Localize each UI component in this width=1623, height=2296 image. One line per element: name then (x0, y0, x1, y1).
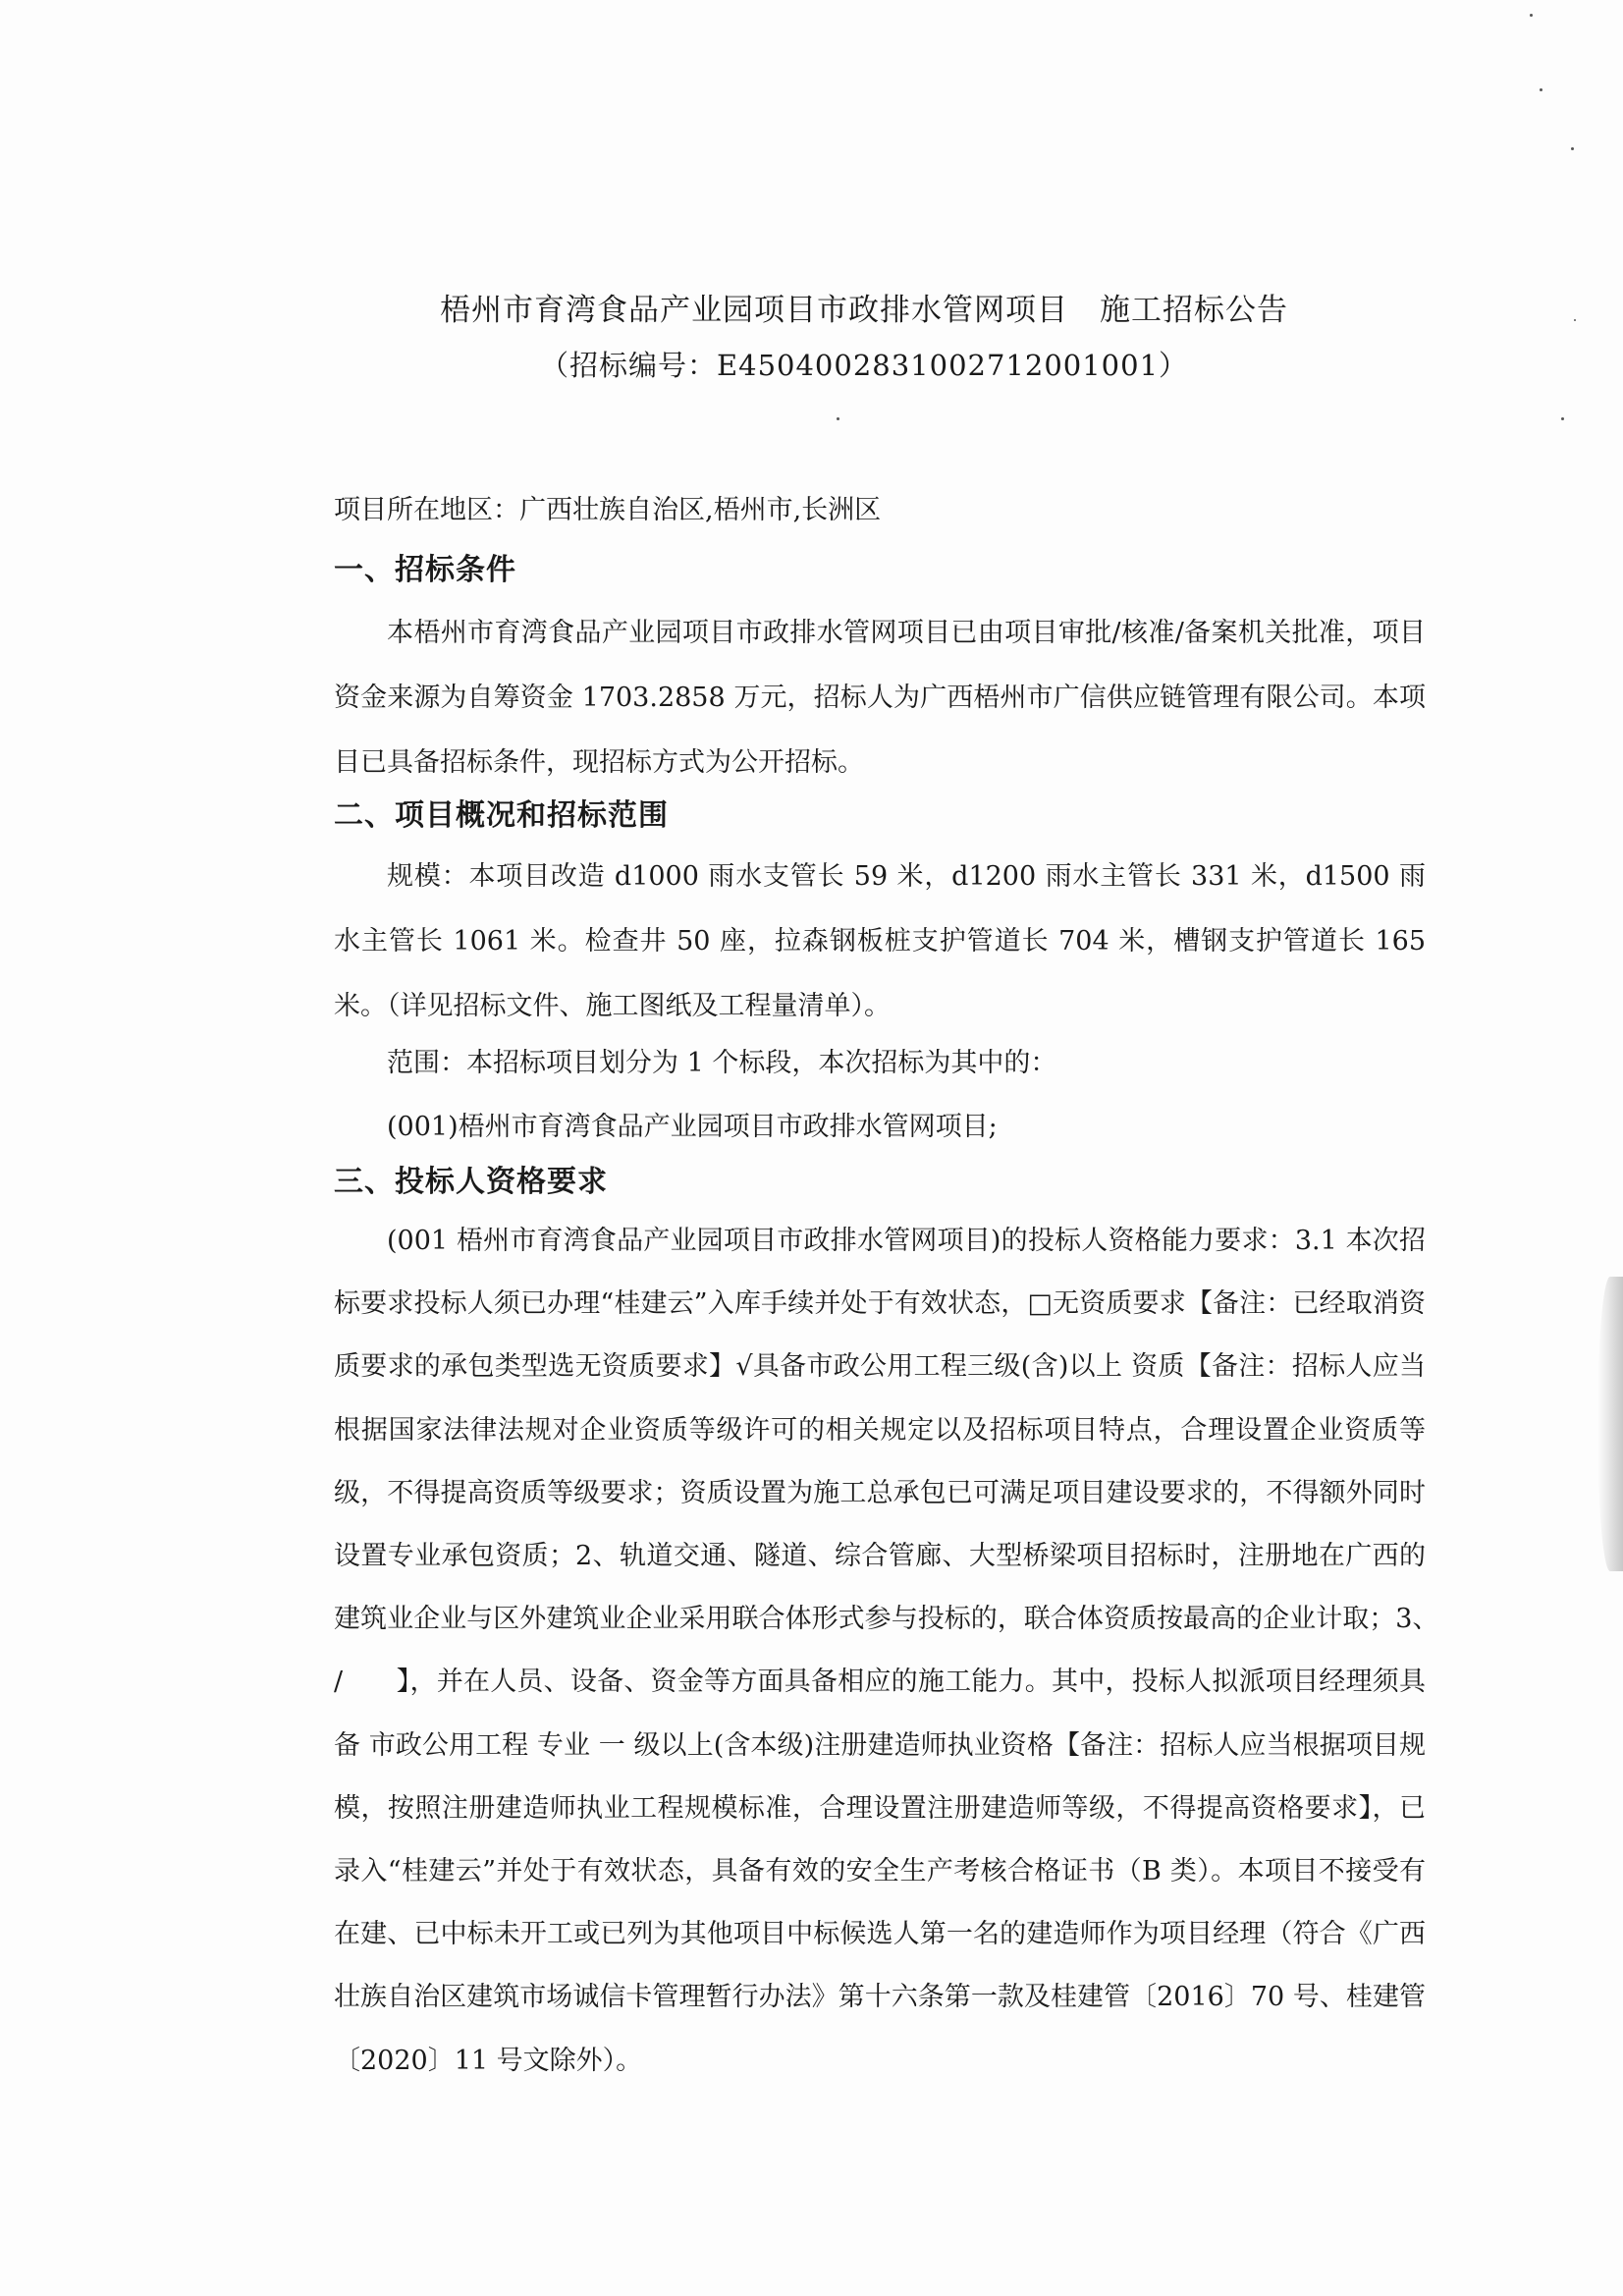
scan-speck (1530, 14, 1533, 17)
project-location: 项目所在地区：广西壮族自治区,梧州市,长洲区 (334, 495, 882, 525)
section-2-scale-paragraph: 规模：本项目改造 d1000 雨水支管长 59 米，d1200 雨水主管长 331 米，d1500 雨水主管长 1061 米。检查井 50 座，拉森钢板桩支护管道长 704 米，槽钢支护管道长 165 米。（详见招标文件、施工图纸及工程量清单）。 (334, 861, 1426, 1021)
scan-speck (1571, 147, 1574, 150)
scan-speck (1540, 88, 1542, 91)
section-3-qualification-paragraph: (001 梧州市育湾食品产业园项目市政排水管网项目)的投标人资格能力要求：3.1 本次招标要求投标人须已办理“桂建云”入库手续并处于有效状态，□无资质要求【备注：已经取消资质要求的承包类型选无资质要求】√具备市政公用工程三级(含)以上 资质【备注：招标人应当根据国家法律法规对企业资质等级许可的相关规定以及招标项目特点，合理设置企业资质等级，不得提高资质等级要求；资质设置为施工总承包已可满足项目建设要求的，不得额外同时设置专业承包资质；2、轨道交通、隧道、综合管廊、大型桥梁项目招标时，注册地在广西的建筑业企业与区外建筑业企业采用联合体形式参与投标的，联合体资质按最高的企业计取；3、 / 】，并在人员、设备、资金等方面具备相应的施工能力。其中，投标人拟派项目经理须具备 市政公用工程 专业 一 级以上(含本级)注册建造师执业资格【备注：招标人应当根据项目规模，按照注册建造师执业工程规模标准，合理设置注册建造师等级，不得提高资格要求】，已录入“桂建云”并处于有效状态，具备有效的安全生产考核合格证书（B 类）。本项目不接受有在建、已中标未开工或已列为其他项目中标候选人第一名的建造师作为项目经理（符合《广西壮族自治区建筑市场诚信卡管理暂行办法》第十六条第一款及桂建管〔2016〕70 号、桂建管〔2020〕11 号文除外）。 (334, 1226, 1479, 2076)
scan-speck (837, 417, 839, 420)
section-1-paragraph: 本梧州市育湾食品产业园项目市政排水管网项目已由项目审批/核准/备案机关批准，项目资金来源为自筹资金 1703.2858 万元，招标人为广西梧州市广信供应链管理有限公司。本项目已具备招标条件，现招标方式为公开招标。 (334, 618, 1426, 778)
document-title: 梧州市育湾食品产业园项目市政排水管网项目 施工招标公告 (440, 293, 1288, 328)
section-heading-1: 一、招标条件 (334, 553, 516, 587)
tender-number: （招标编号：E4504002831002712001001） (539, 349, 1189, 382)
scan-edge-shadow (1597, 1277, 1623, 1571)
scan-speck (1561, 417, 1564, 420)
scan-speck (1574, 319, 1576, 321)
section-heading-3: 三、投标人资格要求 (334, 1165, 608, 1199)
section-2-scope-paragraph: 范围：本招标项目划分为 1 个标段，本次招标为其中的： (387, 1048, 1057, 1078)
section-heading-2: 二、项目概况和招标范围 (334, 798, 669, 833)
section-2-lot-paragraph: (001)梧州市育湾食品产业园项目市政排水管网项目; (387, 1112, 998, 1142)
